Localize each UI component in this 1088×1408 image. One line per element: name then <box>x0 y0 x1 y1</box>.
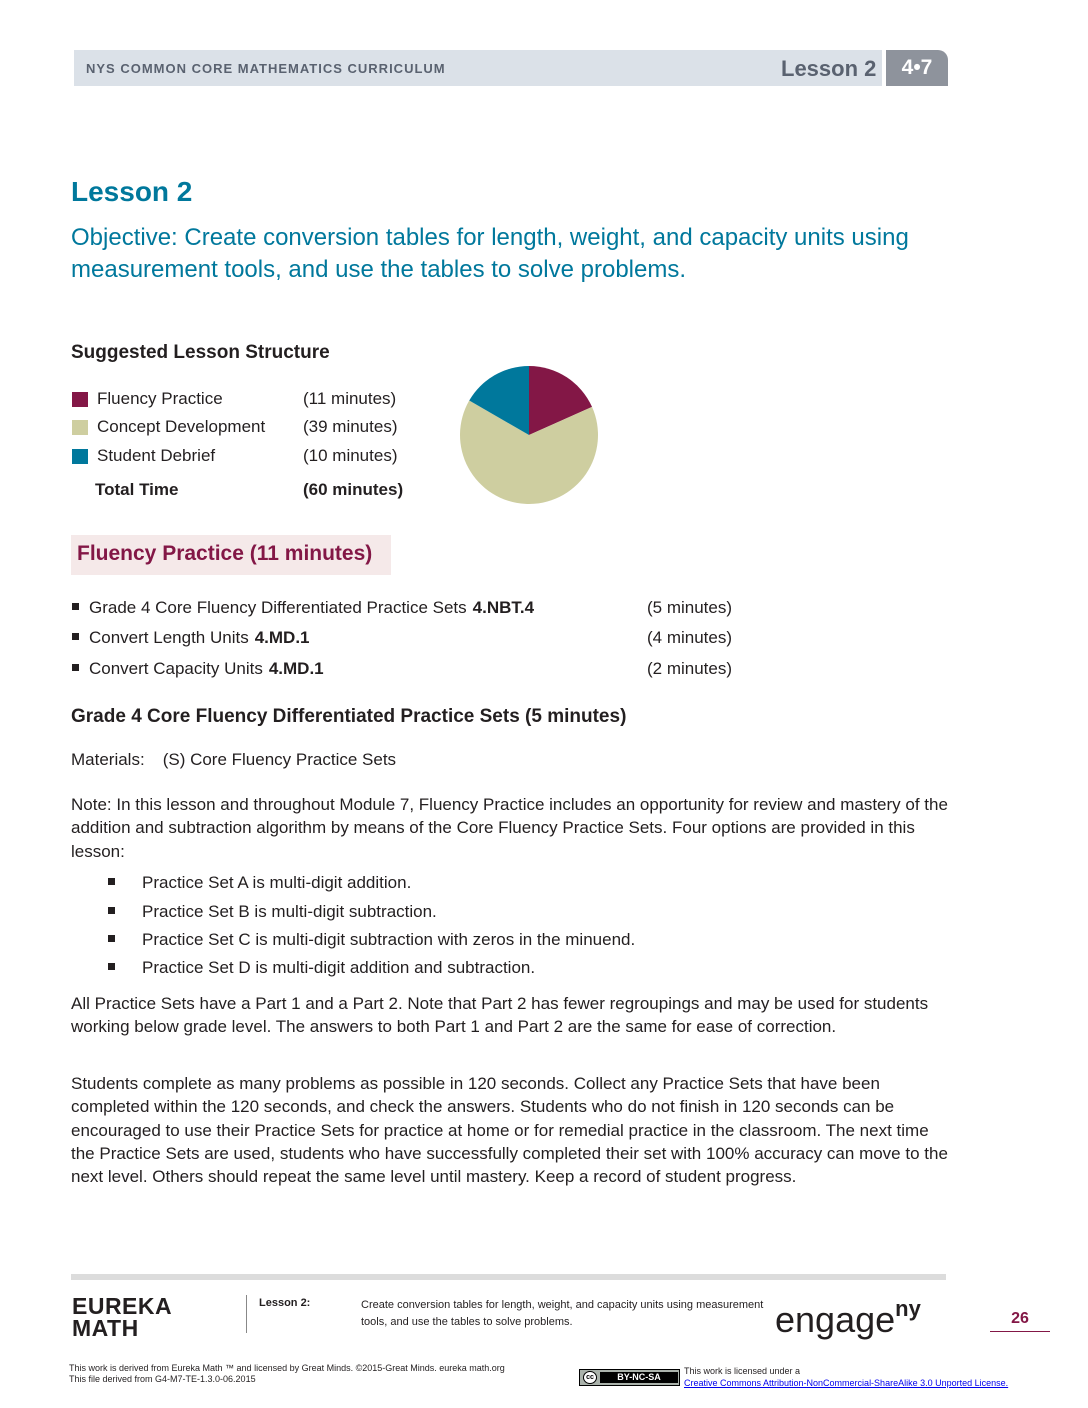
practice-option-text: Practice Set B is multi-digit subtraction. <box>142 902 437 921</box>
bullet <box>72 633 79 640</box>
header-lesson: Lesson 2 <box>781 56 877 81</box>
total-label: Total Time <box>95 480 179 499</box>
structure-item-minutes: (39 minutes) <box>303 417 398 436</box>
structure-item-name: Student Debrief <box>97 446 216 465</box>
credit-line-2: This file derived from G4-M7-TE-1.3.0-06.2015 <box>69 1374 256 1384</box>
structure-item-name: Concept Development <box>97 417 266 436</box>
fluency-item-minutes: (2 minutes) <box>647 659 733 678</box>
bullet <box>108 935 115 942</box>
legend-swatch <box>72 449 88 464</box>
module-badge: 4•7 <box>886 50 948 86</box>
footer-lesson-description: Create conversion tables for length, weight, and capacity units using measurement tools, and use the tables to solve problems. <box>361 1299 764 1328</box>
structure-item-minutes: (10 minutes) <box>303 446 398 465</box>
objective: Objective: Create conversion tables for length, weight, and capacity units using measurement tools, and use the tables to solve problems. <box>71 224 909 283</box>
fluency-item-text: Convert Length Units <box>89 628 249 647</box>
logo-ny-text: ny <box>895 1296 921 1321</box>
engageny-logo <box>775 1296 921 1341</box>
materials <box>71 750 396 770</box>
footer-divider <box>246 1295 247 1333</box>
fluency-item-standard: 4.MD.1 <box>268 659 324 678</box>
eureka-math-logo <box>72 1295 172 1339</box>
total-minutes: (60 minutes) <box>303 480 404 499</box>
practice-option-text: Practice Set A is multi-digit addition. <box>142 873 412 892</box>
license-link[interactable]: Creative Commons Attribution-NonCommercial-ShareAlike 3.0 Unported License. <box>684 1378 1009 1388</box>
fluency-item-minutes: (5 minutes) <box>647 598 733 617</box>
bullet <box>108 878 115 885</box>
legend-swatch <box>72 420 88 435</box>
curriculum-title: NYS COMMON CORE MATHEMATICS CURRICULUM <box>86 61 446 76</box>
bullet <box>72 664 79 671</box>
cc-icon: cc <box>583 1371 597 1384</box>
practice-option-text: Practice Set D is multi-digit addition and subtraction. <box>142 958 536 977</box>
footer-lesson-label: Lesson 2: <box>259 1297 311 1309</box>
paragraph-procedure: Students complete as many problems as possible in 120 seconds. Collect any Practice Sets that have been completed within the 120 seconds, and check the answers. Students who do not finish in 120 seconds can be encouraged to use their Practice Sets for practice at home or for remedial practice in the classroom. The next time the Practice Sets are used, students who have successfully completed their set with 100% accuracy can move to the next level. Others should repeat the same level until mastery. Keep a record of student progress. <box>71 1074 948 1187</box>
page-title: Lesson 2 <box>71 176 193 207</box>
license-line-1: This work is licensed under a <box>684 1366 801 1376</box>
bullet <box>72 603 79 610</box>
fluency-item-standard: 4.MD.1 <box>254 628 310 647</box>
lesson-structure-heading: Suggested Lesson Structure <box>71 342 330 363</box>
bullet <box>108 907 115 914</box>
fluency-item-text: Grade 4 Core Fluency Differentiated Practice Sets <box>89 598 467 617</box>
logo-line-2: MATH <box>72 1315 139 1341</box>
page-number-rule <box>990 1331 1050 1332</box>
page-number: 26 <box>1011 1310 1029 1327</box>
bullet <box>108 963 115 970</box>
paragraph-parts: All Practice Sets have a Part 1 and a Part 2. Note that Part 2 has fewer regroupings and may be used for students working below grade level. The answers to both Part 1 and Part 2 are the same for ease of correction. <box>71 994 929 1037</box>
structure-item-name: Fluency Practice <box>97 389 223 408</box>
fluency-item-text: Convert Capacity Units <box>89 659 263 678</box>
fluency-heading: Fluency Practice (11 minutes) <box>77 542 373 565</box>
cc-badge-text: BY-NC-SA <box>600 1372 678 1383</box>
fluency-item-standard: 4.NBT.4 <box>472 598 535 617</box>
legend-swatch <box>72 392 88 407</box>
section-heading: Grade 4 Core Fluency Differentiated Practice Sets (5 minutes) <box>71 706 627 727</box>
logo-engage-text: engage <box>775 1299 896 1340</box>
note-paragraph: Note: In this lesson and throughout Module 7, Fluency Practice includes an opportunity for review and mastery of the addition and subtraction algorithm by means of the Core Fluency Practice Sets. Four options are provided in this lesson: <box>71 795 948 861</box>
practice-option-text: Practice Set C is multi-digit subtraction with zeros in the minuend. <box>142 930 636 949</box>
cc-license-badge <box>579 1369 680 1386</box>
credit-line-1: This work is derived from Eureka Math ™ and licensed by Great Minds. ©2015-Great Minds. eureka math.org <box>69 1363 505 1373</box>
fluency-item-minutes: (4 minutes) <box>647 628 733 647</box>
materials-text: (S) Core Fluency Practice Sets <box>162 750 397 769</box>
lesson-structure-pie-chart <box>459 365 599 505</box>
materials-label: Materials: <box>71 750 145 769</box>
footer-rule <box>71 1274 946 1280</box>
logo-line-1: EUREKA <box>72 1293 173 1319</box>
structure-item-minutes: (11 minutes) <box>303 389 397 408</box>
